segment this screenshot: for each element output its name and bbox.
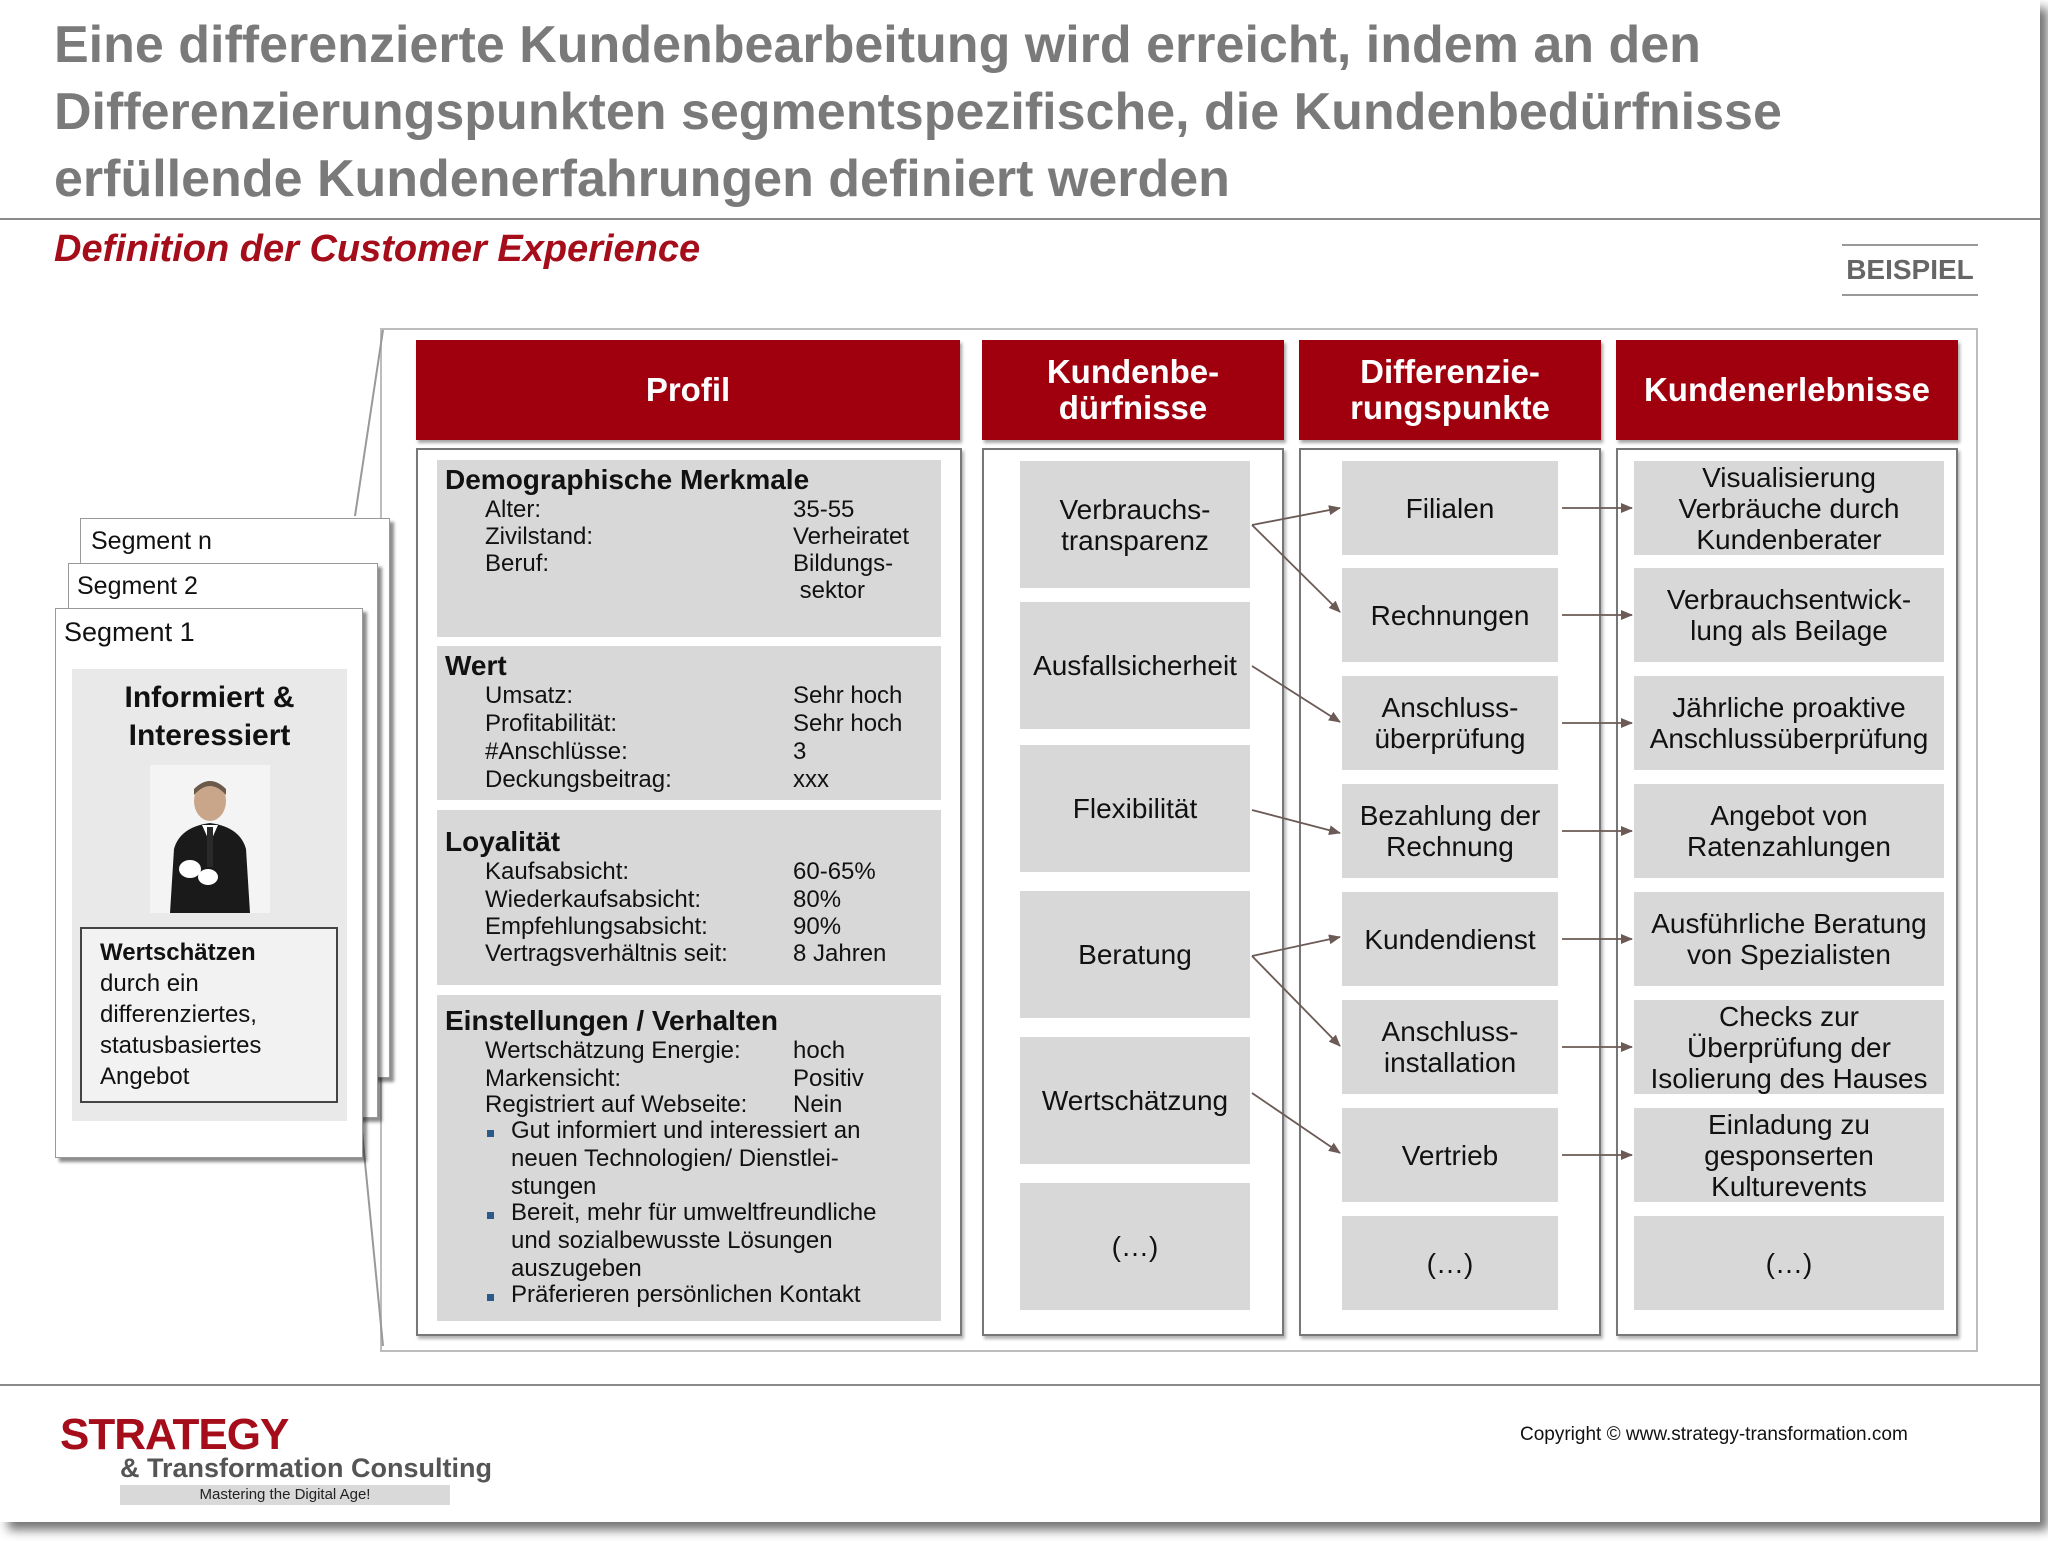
- arrow-need-to-point: [1252, 956, 1340, 1046]
- wert-heading: Wert: [445, 650, 507, 681]
- demographics-key: Alter:: [485, 496, 542, 523]
- attitudes-heading: Einstellungen / Verhalten: [445, 1005, 778, 1036]
- experience-cell[interactable]: Visualisierung Verbräuche durch Kundenberater: [1634, 461, 1944, 555]
- arrow-need-to-point: [1252, 525, 1340, 612]
- experience-cell[interactable]: Jährliche proaktive Anschlussüberprüfung: [1634, 676, 1944, 770]
- loyalty-key: Wiederkaufsabsicht:: [485, 886, 702, 913]
- demographics-key: Beruf:: [485, 550, 550, 577]
- loyalty-key: Vertragsverhältnis seit:: [485, 940, 728, 967]
- need-cell[interactable]: Ausfallsicherheit: [1020, 602, 1250, 729]
- loyalty-heading: Loyalität: [445, 826, 561, 857]
- page-title: Eine differenzierte Kundenbearbeitung wird erreicht, indem an den Differenzierungspunkten segmentspezifische, die Kundenbedürfnisse erfüllende Kundenerfahrungen definiert werden: [54, 16, 1782, 208]
- column-header-profil: Profil: [416, 340, 960, 440]
- segment-value-line-1: durch ein: [100, 970, 199, 997]
- column-header-needs: Kundenbe- dürfnisse: [982, 340, 1284, 440]
- need-cell[interactable]: Wertschätzung: [1020, 1037, 1250, 1164]
- experience-cell[interactable]: Checks zur Überprüfung der Isolierung des Hauses: [1634, 1000, 1944, 1094]
- need-cell[interactable]: Flexibilität: [1020, 745, 1250, 872]
- demographics-value: 35-55: [793, 496, 855, 523]
- attitudes-value: Positiv: [793, 1065, 864, 1092]
- point-cell[interactable]: Vertrieb: [1342, 1108, 1558, 1202]
- experience-cell[interactable]: Einladung zu gesponserten Kulturevents: [1634, 1108, 1944, 1202]
- segment-2-label: Segment 2: [77, 572, 198, 600]
- loyalty-key: Kaufsabsicht:: [485, 858, 630, 885]
- wert-key: Profitabilität:: [485, 710, 618, 737]
- loyalty-value: 90%: [793, 913, 842, 940]
- segment-heading: Informiert & Interessiert: [124, 681, 295, 752]
- attitudes-key: Wertschätzung Energie:: [485, 1037, 741, 1064]
- segment-value-line-2: differenziertes,: [100, 1001, 257, 1028]
- demographics-heading: Demographische Merkmale: [445, 464, 810, 495]
- point-cell[interactable]: Anschluss- installation: [1342, 1000, 1558, 1094]
- point-cell[interactable]: Anschluss- überprüfung: [1342, 676, 1558, 770]
- experience-cell[interactable]: (…): [1634, 1216, 1944, 1310]
- attitudes-value: hoch: [793, 1037, 846, 1064]
- attitudes-key: Registriert auf Webseite:: [485, 1091, 748, 1118]
- company-logo-text: STRATEGY: [60, 1410, 289, 1459]
- example-badge: BEISPIEL: [1842, 244, 1978, 296]
- segment-value-bold: Wertschätzen: [100, 939, 256, 966]
- attitudes-bullet: Bereit, mehr für umweltfreundliche und sozialbewusste Lösungen auszugeben: [511, 1199, 877, 1282]
- wert-value: 3: [793, 738, 807, 765]
- wert-key: Deckungsbeitrag:: [485, 766, 672, 793]
- arrow-need-to-point: [1252, 508, 1340, 525]
- point-cell[interactable]: Bezahlung der Rechnung: [1342, 784, 1558, 878]
- segment-1-label: Segment 1: [64, 617, 195, 647]
- loyalty-value: 80%: [793, 886, 842, 913]
- need-cell[interactable]: Verbrauchs- transparenz: [1020, 461, 1250, 588]
- experience-cell[interactable]: Ausführliche Beratung von Spezialisten: [1634, 892, 1944, 986]
- loyalty-value: 60-65%: [793, 858, 876, 885]
- arrow-need-to-point: [1252, 937, 1340, 956]
- footer-divider: [0, 1384, 2040, 1386]
- demographics-value: Verheiratet: [793, 523, 910, 550]
- wert-key: Umsatz:: [485, 682, 574, 709]
- attitudes-bullet: Präferieren persönlichen Kontakt: [511, 1281, 861, 1308]
- attitudes-bullet: Gut informiert und interessiert an neuen Technologien/ Dienstlei-stungen: [511, 1117, 861, 1200]
- point-cell[interactable]: (…): [1342, 1216, 1558, 1310]
- column-header-experiences: Kundenerlebnisse: [1616, 340, 1958, 440]
- column-header-points: Differenzie- rungspunkte: [1299, 340, 1601, 440]
- wert-key: #Anschlüsse:: [485, 738, 628, 765]
- segment-n-label: Segment n: [91, 527, 212, 555]
- arrow-need-to-point: [1252, 810, 1340, 833]
- segment-value-line-3: statusbasiertes: [100, 1032, 262, 1059]
- wert-value: xxx: [793, 766, 829, 793]
- point-cell[interactable]: Filialen: [1342, 461, 1558, 555]
- attitudes-value: Nein: [793, 1091, 843, 1118]
- wert-value: Sehr hoch: [793, 682, 903, 709]
- need-cell[interactable]: Beratung: [1020, 891, 1250, 1018]
- segment-value-line-4: Angebot: [100, 1063, 190, 1090]
- company-tagline: Mastering the Digital Age!: [120, 1485, 450, 1505]
- experience-cell[interactable]: Verbrauchsentwick- lung als Beilage: [1634, 568, 1944, 662]
- need-cell[interactable]: (…): [1020, 1183, 1250, 1310]
- point-cell[interactable]: Rechnungen: [1342, 568, 1558, 662]
- attitudes-key: Markensicht:: [485, 1065, 622, 1092]
- arrow-need-to-point: [1252, 666, 1340, 722]
- loyalty-key: Empfehlungsabsicht:: [485, 913, 708, 940]
- arrow-need-to-point: [1252, 1093, 1340, 1153]
- point-cell[interactable]: Kundendienst: [1342, 892, 1558, 986]
- wert-value: Sehr hoch: [793, 710, 903, 737]
- loyalty-value: 8 Jahren: [793, 940, 887, 967]
- subtitle: Definition der Customer Experience: [54, 228, 701, 270]
- demographics-value: Bildungs- sektor: [793, 550, 894, 604]
- company-logo-subtitle: & Transformation Consulting: [120, 1453, 493, 1483]
- copyright-text: Copyright © www.strategy-transformation.com: [1520, 1424, 1908, 1445]
- experience-cell[interactable]: Angebot von Ratenzahlungen: [1634, 784, 1944, 878]
- demographics-key: Zivilstand:: [485, 523, 594, 550]
